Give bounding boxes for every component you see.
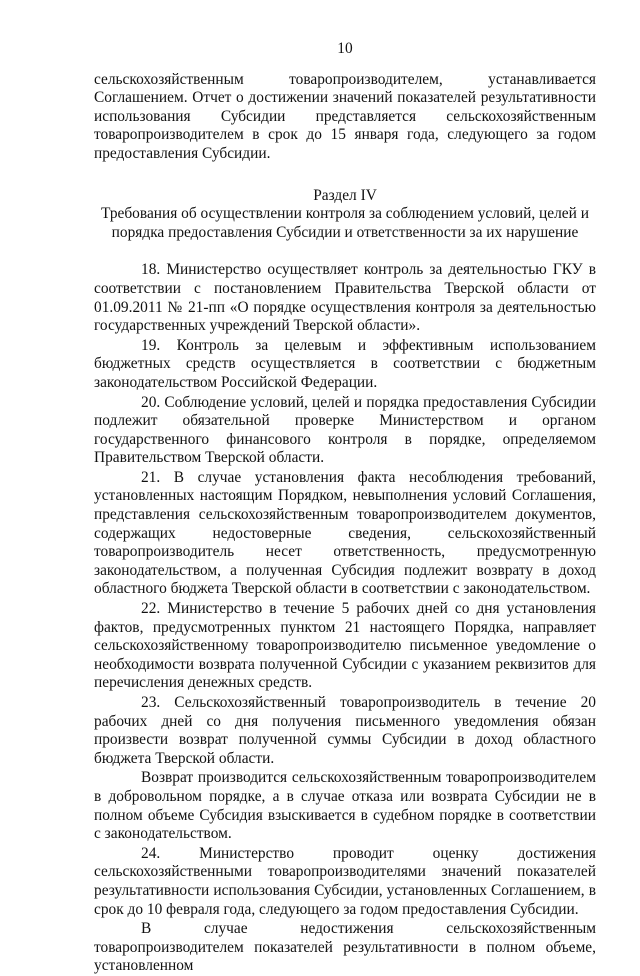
- paragraph-24: 24. Министерство проводит оценку достижения сельскохозяйственными товаропроизводителями значений показателей результативности использования Субсидии, установленных Соглашением, в срок до 10 февраля года, следующего за годом предоставления Субсидии.: [94, 844, 596, 918]
- paragraph-24-shortfall: В случае недостижения сельскохозяйственным товаропроизводителем показателей результативности в полном объеме, установленном: [94, 920, 596, 975]
- section-title: Требования об осуществлении контроля за соблюдением условий, целей и порядка предоставления Субсидии и ответственности за их нарушение: [101, 205, 589, 241]
- paragraph-23: 23. Сельскохозяйственный товаропроизводитель в течение 20 рабочих дней со дня получения письменного уведомления обязан произвести возврат полученной суммы Субсидии в доход областного бюджета Тверской области.: [94, 694, 596, 767]
- paragraph-21: 21. В случае установления факта несоблюдения требований, установленных настоящим Порядком, невыполнения условий Соглашения, представления сельскохозяйственным товаропроизводителем документов, содержащих недостоверные сведения, сельскохозяйственный товаропроизводитель несет ответственность, предусмотренную законодательством, а полученная Субсидия подлежит возврату в доход областного бюджета Тверской области в соответствии с законодательством.: [94, 468, 596, 598]
- section-heading: Раздел IV: [313, 186, 377, 204]
- paragraph-22: 22. Министерство в течение 5 рабочих дней со дня установления фактов, предусмотренных пунктом 21 настоящего Порядка, направляет сельскохозяйственному товаропроизводителю письменное уведомление о необходимости возврата полученной Субсидии с указанием реквизитов для перечисления денежных средств.: [94, 600, 596, 692]
- document-page: [94, 40, 596, 976]
- paragraph-23-return: Возврат производится сельскохозяйственным товаропроизводителем в добровольном порядке, а в случае отказа или возврата Субсидии не в полном объеме Субсидия взыскивается в судебном порядке в соответствии с законодательством.: [94, 769, 596, 843]
- paragraph-20: 20. Соблюдение условий, целей и порядка предоставления Субсидии подлежит обязательной проверке Министерством и органом государственного финансового контроля в порядке, определяемом Правительством Тверской области.: [94, 393, 596, 467]
- paragraph-19: 19. Контроль за целевым и эффективным использованием бюджетных средств осуществляется в соответствии с бюджетным законодательством Российской Федерации.: [94, 336, 596, 391]
- page-number: 10: [337, 40, 353, 57]
- paragraph-18: 18. Министерство осуществляет контроль за деятельностью ГКУ в соответствии с постановлением Правительства Тверской области от 01.09.2011 № 21-пп «О порядке осуществления контроля за деятельностью государственных учреждений Тверской области».: [94, 261, 596, 335]
- intro-paragraph: сельскохозяйственным товаропроизводителем, устанавливается Соглашением. Отчет о достижении значений показателей результативности использования Субсидии представляется сельскохозяйственным товаропроизводителем в срок до 15 января года, следующего за годом предоставления Субсидии.: [94, 70, 596, 162]
